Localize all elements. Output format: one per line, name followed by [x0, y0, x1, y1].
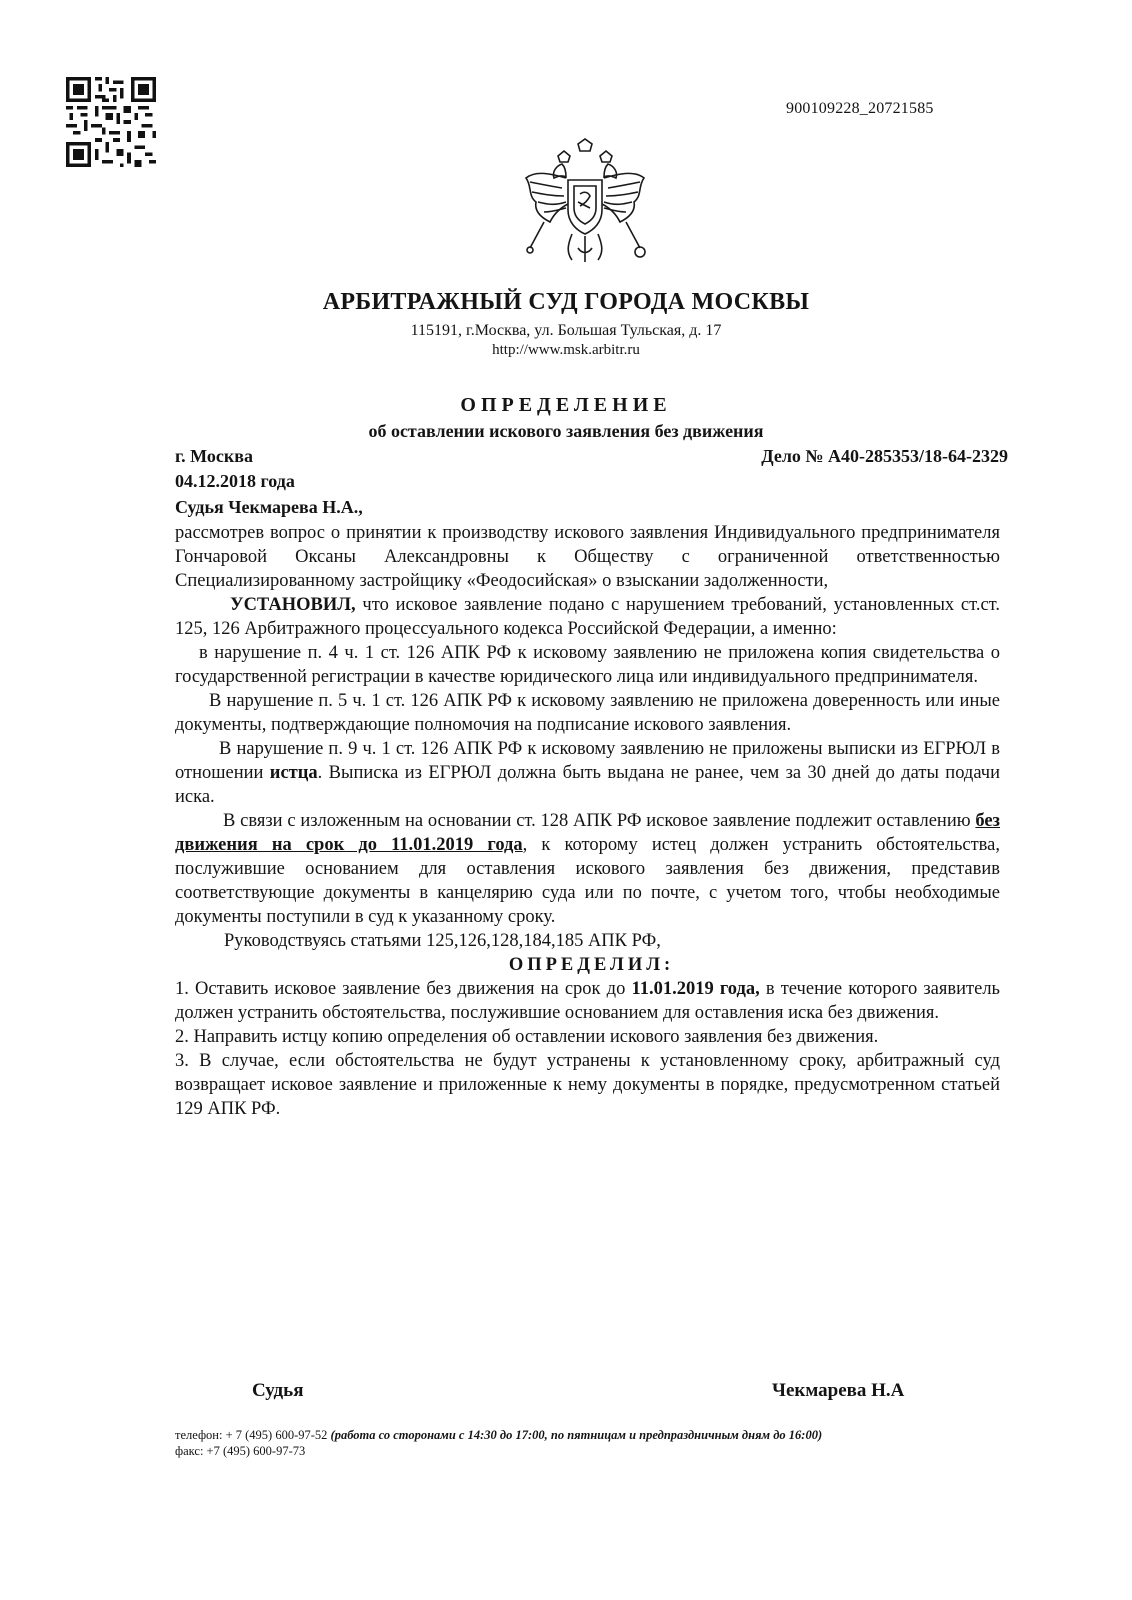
- ruling-item-3: 3. В случае, если обстоятельства не будут устранены к установленному сроку, арбитражный суд возвращает исковое заявление и приложенные к нему документы в порядке, предусмотренном статьей 129 АПК РФ.: [175, 1051, 1000, 1119]
- russian-coat-of-arms-icon: [522, 138, 648, 270]
- signature-title: Судья: [252, 1380, 304, 1401]
- case-number: Дело № А40-285353/18-64-2329: [761, 446, 1008, 466]
- signature-name: Чекмарева Н.А: [772, 1380, 905, 1401]
- ruling-item-2: 2. Направить истцу копию определения об оставлении искового заявления без движения.: [175, 1027, 879, 1047]
- deadline-highlight: без движения на срок до 11.01.2019 года: [175, 811, 1000, 855]
- paragraph-guided-by: Руководствуясь статьями 125,126,128,184,185 АПК РФ,: [224, 931, 661, 951]
- court-name: АРБИТРАЖНЫЙ СУД ГОРОДА МОСКВЫ: [322, 289, 810, 315]
- established-keyword: УСТАНОВИЛ,: [230, 595, 356, 615]
- document-body: [175, 521, 1000, 1121]
- judge-name: Судья Чекмарева Н.А.,: [175, 497, 363, 517]
- city: г. Москва: [175, 446, 253, 466]
- ruling-item-1: 1. Оставить исковое заявление без движения на срок до 11.01.2019 года, в течение которого заявитель должен устранить обстоятельства, послужившие основанием для оставления иска без движения.: [175, 979, 1000, 1023]
- footer-fax: факс: +7 (495) 600-97-73: [175, 1444, 306, 1458]
- court-url[interactable]: http://www.msk.arbitr.ru: [492, 342, 640, 358]
- paragraph-consideration: рассмотрев вопрос о принятии к производству искового заявления Индивидуального предпринимателя Гончаровой Оксаны Александровны к Обществу с ограниченной ответственностью Специализированному застройщику «Феодосийская» о взыскании задолженности,: [175, 523, 1000, 591]
- decided-heading: ОПРЕДЕЛИЛ:: [508, 955, 675, 975]
- footer-hours: (работа со сторонами с 14:30 до 17:00, по пятницам и предпраздничным дням до 16:00): [330, 1428, 823, 1442]
- court-address: 115191, г.Москва, ул. Большая Тульская, д. 17: [410, 322, 722, 339]
- paragraph-violation-3: В нарушение п. 9 ч. 1 ст. 126 АПК РФ к исковому заявлению не приложены выписки из ЕГРЮЛ в отношении истца. Выписка из ЕГРЮЛ должна быть выдана не ранее, чем за 30 дней до даты подачи иска.: [175, 739, 1000, 807]
- decision-date: 04.12.2018 года: [175, 471, 295, 491]
- paragraph-consequence: В связи с изложенным на основании ст. 128 АПК РФ исковое заявление подлежит оставлению без движения на срок до 11.01.2019 года, к которому истец должен устранить обстоятельства, послужившие основанием для оставления искового заявления без движения, представив соответствующие документы в канцелярию суда или по почте, с учетом того, чтобы необходимые документы поступили в суд к указанному сроку.: [175, 811, 1000, 927]
- paragraph-violation-2: В нарушение п. 5 ч. 1 ст. 126 АПК РФ к исковому заявлению не приложена доверенность или иные документы, подтверждающие полномочия на подписание искового заявления.: [175, 691, 1000, 735]
- qr-code-icon: [66, 77, 156, 167]
- document-title: ОПРЕДЕЛЕНИЕ: [460, 394, 672, 416]
- footer-phone: телефон: + 7 (495) 600-97-52 (работа со сторонами с 14:30 до 17:00, по пятницам и предпраздничным дням до 16:00): [175, 1428, 823, 1442]
- paragraph-violation-1: в нарушение п. 4 ч. 1 ст. 126 АПК РФ к исковому заявлению не приложена копия свидетельства о государственной регистрации в качестве юридического лица или индивидуального предпринимателя.: [175, 643, 1000, 687]
- document-number: 900109228_20721585: [786, 100, 934, 117]
- document-subtitle: об оставлении искового заявления без движения: [368, 421, 764, 441]
- paragraph-established: УСТАНОВИЛ, что исковое заявление подано с нарушением требований, установленных ст.ст. 125, 126 Арбитражного процессуального кодекса Российской Федерации, а именно:: [175, 595, 1000, 639]
